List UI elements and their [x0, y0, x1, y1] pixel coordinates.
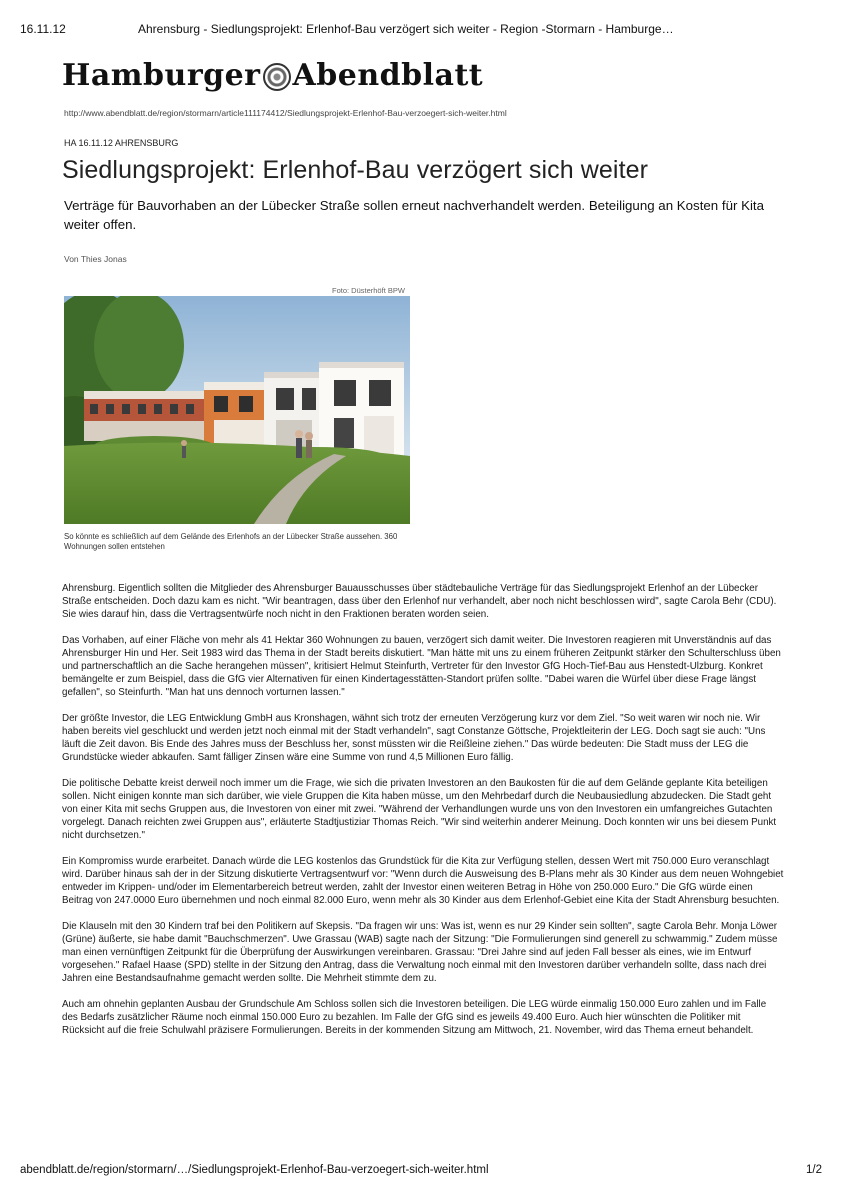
article-url[interactable]: http://www.abendblatt.de/region/stormarn/article111174412/Siedlungsprojekt-Erlenhof-Bau-verzoegert-sich-weiter.html — [64, 108, 507, 118]
author-byline: Von Thies Jonas — [64, 254, 127, 264]
footer-url: abendblatt.de/region/stormarn/…/Siedlungsprojekt-Erlenhof-Bau-verzoegert-sich-weiter.html — [20, 1164, 489, 1176]
print-page-title: Ahrensburg - Siedlungsprojekt: Erlenhof-Bau verzögert sich weiter - Region -Stormarn - Hamburge… — [138, 22, 674, 36]
page-number: 1/2 — [806, 1164, 822, 1176]
photo-caption: So könnte es schließlich auf dem Gelände des Erlenhofs an der Lübecker Straße aussehen. 360 Wohnungen sollen entstehen — [64, 532, 398, 551]
masthead-right: Abendblatt — [292, 58, 484, 93]
seal-icon — [263, 63, 291, 91]
headline: Siedlungsprojekt: Erlenhof-Bau verzögert sich weiter — [62, 156, 649, 184]
article-photo — [64, 296, 410, 524]
masthead-logo[interactable] — [62, 58, 483, 93]
dateline: HA 16.11.12 AHRENSBURG — [64, 138, 179, 148]
body-paragraph: Ahrensburg. Eigentlich sollten die Mitglieder des Ahrensburger Bauausschusses über städtebauliche Verträge für das Siedlungsprojekt Erlenhof an der Lübecker Straße entscheiden. Doch dazu kam es nicht. "Wir beantragen, dass über den Erlenhof nur verhandelt, aber noch nicht beschlossen wird", sagte Carola Behr (CDU). Sie wies darauf hin, dass die Vertragsentwürfe noch nicht in den Fraktionen beraten worden seien. — [62, 583, 777, 620]
body-paragraph: Ein Kompromiss wurde erarbeitet. Danach würde die LEG kostenlos das Grundstück für die Kita zur Verfügung stellen, dessen Wert mit 750.000 Euro veranschlagt wird. Darüber hinaus sah der in der Sitzung diskutierte Vertragsentwurf vor: "Wenn durch die Ausweisung des B-Plans mehr als 30 Kinder aus dem neuen Wohngebiet entweder im Krippen- und/oder im Elementarbereich betreut werden, zahlt der Investor einen weiteren Betrag in Höhe von 250.000 Euro." Die GfG würde einen Beitrag von 247.0000 Euro übernehmen und noch einmal 82.000 Euro, wenn mehr als 30 Kinder aus dem Erlenhof-Gebiet eine Kita der Stadt Ahrensburg besuchten. — [62, 856, 784, 906]
article-body — [62, 582, 784, 1050]
body-paragraph: Das Vorhaben, auf einer Fläche von mehr als 41 Hektar 360 Wohnungen zu bauen, verzögert sich damit weiter. Die Investoren reagieren mit Unverständnis auf das Ahrensburger Hin und Her. Seit 1983 wird das Thema in der Stadt bereits diskutiert. "Man hätte mit uns zu einem früheren Zeitpunkt stärker den Schulterschluss üben und partnerschaftlich an die Sache herangehen müssen", kritisiert Helmut Steinfurth, Vertreter für den Investor GfG Hoch-Tief-Bau aus Henstedt-Ulzburg. Konkret bemängelte er zum Beispiel, dass die GfG vier Alternativen für einen Kindertagesstätten-Standort prüfen sollte. "Dabei waren die Würfel über diese Frage längst gefallen", so Steinfurth. "Man hat uns dennoch vorturnen lassen." — [62, 635, 781, 698]
body-paragraph: Die Klauseln mit den 30 Kindern traf bei den Politikern auf Skepsis. "Da fragen wir uns: Was ist, wenn es nur 29 Kinder sein sollten", sagte Carola Behr. Monja Löwer (Grüne) äußerte, sie habe damit "Bauchschmerzen". Uwe Grassau (WAB) sagte nach der Sitzung: "Die Formulierungen sind generell zu schwammig." Zudem müsse man einen vernünftigen Zeitpunkt für die Überprüfung der Auswirkungen vereinbaren. Grassau: "Drei Jahre sind auf jeden Fall besser als eines, wie im Entwurf vorgesehen." Rafael Haase (SPD) stellte in der Sitzung den Antrag, dass die Verwaltung noch einmal mit den Investoren darüber verhandeln sollte, dass nach drei Jahren eine Bestandsaufnahme gemacht werden sollte. Die Mehrheit stimmte dem zu. — [62, 921, 778, 984]
masthead-left: Hamburger — [62, 58, 261, 93]
print-date: 16.11.12 — [20, 22, 66, 36]
body-paragraph: Der größte Investor, die LEG Entwicklung GmbH aus Kronshagen, wähnt sich trotz der erneuten Verzögerung kurz vor dem Ziel. "So weit waren wir noch nie. Wir haben bereits viel geschluckt und werden jetzt noch einmal mit der Stadt verhandeln", sagt Constanze Göttsche, Projektleiterin der LEG. Doch sagt sie auch: "Uns läuft die Zeit davon. Bis Ende des Jahres muss der Beschluss her, sonst müssten wir die Reißleine ziehen." Das würde bedeuten: Die Stadt muss der LEG die Grundstücke wieder abkaufen. Samt fälliger Zinsen wäre eine Summe von rund 4,5 Millionen Euro fällig. — [62, 713, 766, 763]
photo-credit: Foto: Düsterhöft BPW — [332, 286, 405, 295]
body-paragraph: Auch am ohnehin geplanten Ausbau der Grundschule Am Schloss sollen sich die Investoren beteiligen. Die LEG würde einmalig 150.000 Euro zahlen und im Falle des Bedarfs zusätzlicher Räume noch einmal 150.000 Euro zu bezahlen. Im Falle der GfG sind es jeweils 49.400 Euro. Auch hier wünschten die Politiker mit Rücksicht auf die freie Schulwahl präzisere Formulierungen. Bereits in der kommenden Sitzung am Mittwoch, 21. November, wird das Thema erneut behandelt. — [62, 999, 767, 1036]
lead-text: Verträge für Bauvorhaben an der Lübecker Straße sollen erneut nachverhandelt werden. Beteiligung an Kosten für Kita weiter offen. — [64, 198, 765, 232]
body-paragraph: Die politische Debatte kreist derweil noch immer um die Frage, wie sich die privaten Investoren an den Baukosten für die auf dem Gelände geplante Kita beteiligen sollen. Nicht einigen konnte man sich darüber, wie viele Gruppen die Kita haben müsse, um den Mehrbedarf durch die Neubausiedlung abzudecken. Die Stadt geht von einer Kita mit sechs Gruppen aus, die Investoren von einer mit zwei. "Während der Verhandlungen wurde uns von den Investoren ein umfangreiches Gutachten vorgelegt. Danach reichten zwei Gruppen aus", erläuterte Stadtjustiziar Thomas Reich. "Wir sind weiterhin anderer Meinung. Doch konnten wir uns bei diesem Punkt nicht durchsetzen." — [62, 778, 777, 841]
